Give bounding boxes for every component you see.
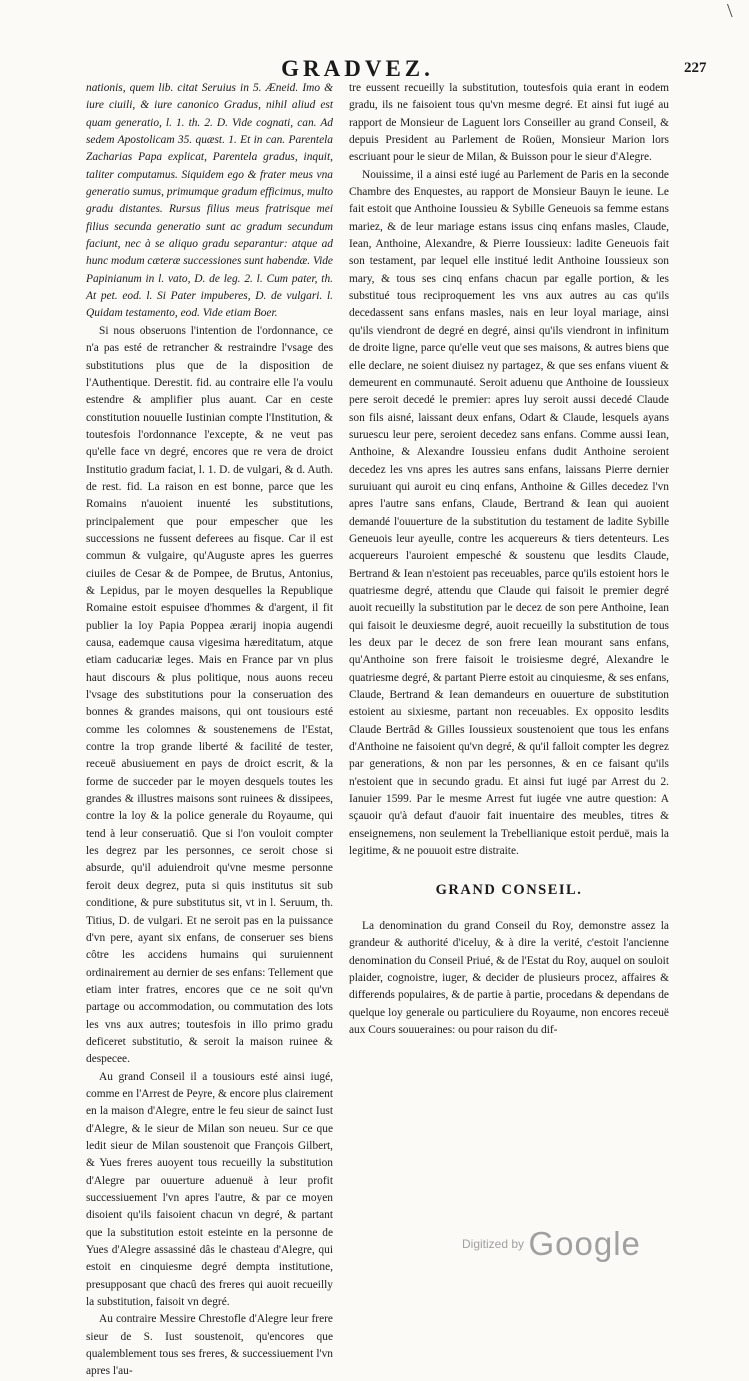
corner-mark: \ — [727, 0, 733, 22]
section-paragraph: La denomination du grand Conseil du Roy, demonstre assez la grandeur & authorité d'iceluy, & à dire la verité, c'estoit l'ancienne denomination du Conseil Priué, & de l'Estat du Roy, auquel on souloit plaider, cognoistre, iuger, & decider de plusieurs procez, affaires & differends populaires, & de partie à partie, procedans & dependans de quelque loy generale ou particuliere du Royaume, non encores receuë aux Cours souueraines: ou pour raison du dif- — [349, 919, 669, 1036]
google-logo: Google — [528, 1225, 641, 1262]
right-column — [349, 80, 669, 1039]
watermark-prefix: Digitized by — [462, 1237, 525, 1251]
paragraph: Si nous obseruons l'intention de l'ordonnance, ce n'a pas esté de retrancher & restraindre l'vsage des substitutions plus que de la disposition de l'Authentique. Derestit. fid. au contraire elle l'a voulu estendre & amplifier plus auant. Car en ceste constitution nouuelle Iustinian compte l'Institution, & toutesfois l'ordonnance l'excepte, & ne veut pas qu'elle face vn degré, encores que re vera de droict Institutio gradum faciat, l. 1. D. de vulgari, & d. Auth. de rest. fid. La raison en est bonne, parce que les Romains n'auoient inuenté les substitutions, principalement que pour empescher que les successions ne fussent deferees au fisque. Car il est commun & vulgaire, qu'Auguste apres les guerres ciuiles de Cesar & de Pompee, de Brutus, Antonius, & Lepidus, par le moyen desquelles la Republique Romaine estoit espuisee d'hommes & d'argent, il fit publier la loy Papia Poppea ærarij inopia augendi causa, eademque causa vigesima hæreditatum, atque etiam caducariæ leges. Mais en France par vn plus haut discours & plus politique, nous auons receu l'vsage des substitutions pour la conseruation des bonnes & grandes maisons, qui ont tousiours esté comme les colomnes & soustenemens de l'Estat, contre la trop grande liberté & facilité de tester, receuë abusiuement en pays de droict escrit, & la forme de succeder par le moyen desquels toutes les grandes & illustres maisons sont ruinees & dissipees, contre la loy & la police generale du Royaume, qui tend à leur conseruatiô. Que si l'on vouloit compter les degrez par les personnes, ce seroit chose si absurde, qu'il aduiendroit qu'vne mesme personne feroit deux degrez, puta si quis institutus sit sub conditione, & pure substitutus sit, vt in l. Seruum, th. Titius, D. de vulgari. Et ne seroit pas en la puissance d'vn pere, ayant six enfans, de conseruer ses biens côtre les accidens humains qui suruiennent ordinairement au dernier de ses enfans: Tellement que etiam inter fratres, encores que ce ne soit qu'vn partage ou accommodation, ou commutation des lots les vns aux autres; toutesfois in illo primo gradu deficeret substitutio, & seroit la maison ruinee & despecee. — [86, 324, 333, 1066]
left-column — [86, 80, 333, 1381]
paragraph: Au contraire Messire Chrestofle d'Alegre leur frere sieur de S. Iust soustenoit, qu'encores que qualemblement tous ses freres, & successiuement l'vn apres l'au- — [86, 1313, 333, 1378]
paragraph: Nouissime, il a ainsi esté iugé au Parlement de Paris en la seconde Chambre des Enquestes, au rapport de Monsieur Bauyn le ieune. Le fait estoit que Anthoine Ioussieu & Sybille Geneuois sa femme estans mariez, & de leur mariage estans issus cinq enfans masles, Claude, Iean, Anthoine, Alexandre, & Pierre Ioussieux: ladite Geneuois fait son testament, par lequel elle institué ledit Anthoine Ioussieux son mary, & tous ses cinq enfans chacun par egalle portion, & les substitué tous reciproquement les vns aux autres au cas qu'ils decedassent sans enfans masles, nais en leur loyal mariage, ainsi qu'ils viendront de degré en degré, ainsi qu'ils viendront in infinitum de droite ligne, parce qu'elle veut que ses maisons, & autres biens que elle declare, ne soient diuisez ny partagez, & que ses enfans viuent & demeurent en communauté. Seroit aduenu que Anthoine de Ioussieux pere seroit decedé le premier: apres luy seroit aussi decedé Claude son fils aisné, laissant deux enfans, Odart & Claude, lesquels ayans suruescu leur pere, seroient decedez sans enfans. Comme aussi Iean, Anthoine, & Alexandre Ioussieu enfans dudit Anthoine seroient decedez les vns apres les autres sans enfans, laissans Pierre dernier suruiuant qui auroit eu cinq enfans, Anthoine & Gilles decedez l'vn apres l'autre sans enfans, Claude, Bertrand & Iean qui auoient demandé l'ouuerture de la substitution du testament de ladite Sybille Geneuois leur ayeulle, contre les acquereurs & tiers detenteurs. Les acquereurs l'auroient empesché & soustenu que lesdits Claude, Bertrand & Iean n'estoient pas receuables, parce qu'ils estoient hors le quatriesme degré, attendu que Claude qui faisoit le premier degré auoit recueilly la substitution par le decez de son pere Anthoine, Iean qui faisoit le deuxiesme degré, auoit recueilly la substitution de tous les deux par le decez de son frere Iean mourant sans enfans, qu'Anthoine son frere faisoit le troisiesme degré, Alexandre le quatriesme degré, & partant Pierre estoit au cinquiesme, & ses enfans, Claude, Bertrand & Iean demandeurs en ouuerture de substitution estoient au sixiesme, partant non receuables. Ex opposito lesdits Claude Bertrâd & Gilles Ioussieux soustenoient que tous les enfans d'Anthoine ne faisoient qu'vn degré, & qu'il falloit compter les degrez par generations, & non par les personnes, & en ce faisant qu'ils n'estoient que in secundo gradu. Et ainsi fut iugé par Arrest du 2. Ianuier 1599. Par le mesme Arrest fut iugée vne autre question: A sçauoir qu'à defaut d'auoir fait inuentaire des meubles, titres & enseignemens, non seulement la Trebellianique estoit perduë, mais la legitime, & ne pouuoit estre distraite. — [349, 168, 669, 858]
paragraph: tre eussent recueilly la substitution, toutesfois quia erant in eodem gradu, ils ne faisoient tous qu'vn mesme degré. Et ainsi fut iugé au rapport de Monsieur de Laguent lors Conseiller au grand Conseil, & depuis President au Parlement de Roüen, Monsieur Marion lors escriuant pour le sieur de Milan, & Buisson pour le sieur d'Alegre. — [349, 82, 669, 164]
running-title: GRADVEZ. — [281, 56, 434, 81]
digitized-watermark — [462, 1225, 641, 1263]
page-number: 227 — [684, 60, 707, 76]
section-heading: GRAND CONSEIL. — [435, 882, 583, 899]
paragraph: Au grand Conseil il a tousiours esté ainsi iugé, comme en l'Arrest de Peyre, & encore plus clairement en la maison d'Alegre, entre le feu sieur de sainct Iust d'Alegre, & le sieur de Milan son neueu. Sur ce que ledit sieur de Milan soustenoit que François Gilbert, & Yues freres auoyent tous recueilly la substitution d'Alegre par ouuerture aduenuë à leur profit successiuement l'vn apres l'autre, & par ce moyen disoient qu'ils faisoient chacun vn degré, & partant que la substitution estoit esteinte en la personne de Yues d'Alegre assassiné dâs le chasteau d'Alegre, qui estoit en cinquiesme degré dempta institutione, presupposant que chacû des freres qui auoit recueilly la substitution, faisoit vn degré. — [86, 1070, 333, 1309]
latin-citation: nationis, quem lib. citat Seruius in 5. Æneid. Imo & iure ciuili, & iure canonico Gradus, nihil aliud est quam generatio, l. 1. th. 2. D. Vide cognati, can. Ad sedem Apostolicam 35. quæst. 1. Et in can. Parentela Zacharias Papa explicat, Parentela gradus, inquit, taliter computamus. Siquidem ego & frater meus vna generatio sumus, primumque gradum efficimus, multo gradu distantes. Rursus filius meus fratrisque mei filius secunda generatio sunt ac gradum secundum faciunt, nec à se aliquo gradu separantur: atque ad hunc modum cæteræ successiones sunt habendæ. Vide Papinianum in l. vato, D. de leg. 2. l. Cum pater, th. At pet. eod. l. Si Pater impuberes, D. de vulgari. l. Quidam testamento, eod. Vide etiam Boer. — [86, 82, 333, 320]
